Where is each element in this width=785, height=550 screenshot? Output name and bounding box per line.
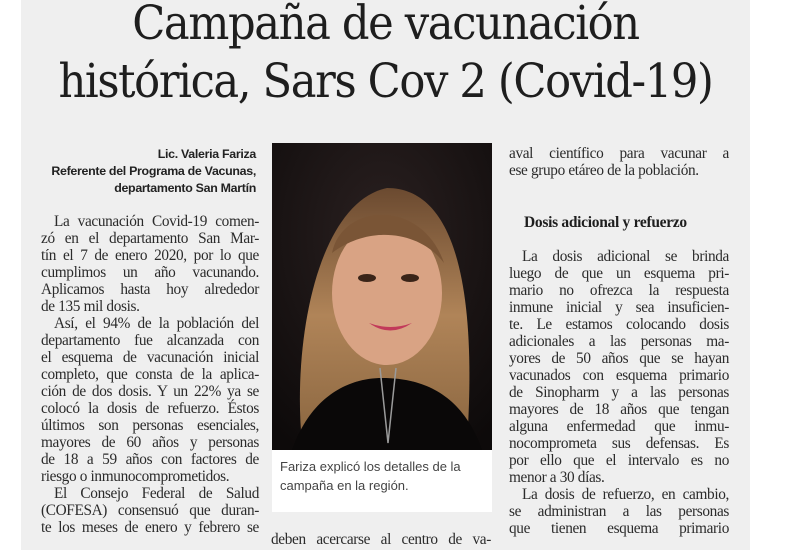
author-department: departamento San Martín <box>114 181 256 195</box>
text-line: completo, que consta de la aplica- <box>41 366 259 383</box>
article-column-3 <box>509 248 729 537</box>
text-line: tín el 7 de enero 2020, por lo que <box>41 247 259 264</box>
article-column-3-top <box>509 145 729 179</box>
text-line: colocó la dosis de refuerzo. Éstos <box>41 400 259 417</box>
article-column-1 <box>41 213 259 536</box>
text-line: La dosis de refuerzo, en cambio, <box>522 486 729 503</box>
author-role: Referente del Programa de Vacunas, <box>51 164 256 178</box>
text-line: se administran a las personas <box>509 503 729 520</box>
author-name: Lic. Valeria Fariza <box>157 147 256 161</box>
text-line: mayores de 18 años que tengan <box>509 401 729 418</box>
text-line: cumplimos un año vacunando. <box>41 264 259 281</box>
portrait-image <box>272 143 492 450</box>
text-line: La vacunación Covid-19 comen- <box>54 213 259 230</box>
text-line: La dosis adicional se brinda <box>522 248 729 265</box>
text-line: adicionales a las personas ma- <box>509 333 729 350</box>
text-line: Así, el 94% de la población del <box>54 315 259 332</box>
text-line: Aplicamos hasta hoy alrededor <box>41 281 259 298</box>
text-line: deben acercarse al centro de va- <box>271 531 491 548</box>
text-line: luego de que un esquema pri- <box>509 265 729 282</box>
text-line: de 18 a 59 años con factores de <box>41 451 259 468</box>
text-line: El Consejo Federal de Salud <box>54 485 259 502</box>
text-line: que tienen esquema primario <box>509 520 729 537</box>
text-line: alguna enfermedad que inmu- <box>509 418 729 435</box>
caption-text: Fariza explicó los detalles de la campaña en la región. <box>280 459 461 493</box>
text-line: inmune inicial y sea insuficien- <box>509 299 729 316</box>
photo-caption <box>272 450 492 512</box>
subheading: Dosis adicional y refuerzo <box>524 214 687 231</box>
newspaper-page <box>21 0 750 550</box>
text-line: (COFESA) consensuó que duran- <box>41 502 259 519</box>
text-line: de 135 mil dosis. <box>41 298 140 315</box>
text-line: riesgo o inmunocomprometidos. <box>41 468 230 485</box>
text-line: por ello que el intervalo es no <box>509 452 729 469</box>
headline-line-1: Campaña de vacunación <box>132 0 639 51</box>
text-line: departamento fue alcanzada con <box>41 332 259 349</box>
text-line: te los meses de enero y febrero se <box>41 519 259 536</box>
text-line: de Sinopharm y a las personas <box>509 384 729 401</box>
text-line: ción de dos dosis. Y un 22% ya se <box>41 383 259 400</box>
text-line: yores de 50 años que se hayan <box>509 350 729 367</box>
text-line: zó en el departamento San Mar- <box>41 230 259 247</box>
text-line: mayores de 60 años y personas <box>41 434 259 451</box>
headline-line-2: histórica, Sars Cov 2 (Covid-19) <box>58 54 713 109</box>
text-line: menor a 30 días. <box>509 469 605 486</box>
adjacent-column-fragment <box>0 140 20 550</box>
byline <box>43 146 256 197</box>
text-line: aval científico para vacunar a <box>509 145 729 162</box>
text-line: vacunados con esquema primario <box>509 367 729 384</box>
text-line: mario no ofrezca la respuesta <box>509 282 729 299</box>
text-line: el esquema de vacunación inicial <box>41 349 259 366</box>
article-column-2 <box>271 531 491 548</box>
text-line: te. Le estamos colocando dosis <box>509 316 729 333</box>
text-line: últimos son personas esenciales, <box>41 417 259 434</box>
text-line: ese grupo etáreo de la población. <box>509 162 699 179</box>
text-line: nocomprometa sus defensas. Es <box>509 435 729 452</box>
portrait-photo <box>272 143 492 450</box>
